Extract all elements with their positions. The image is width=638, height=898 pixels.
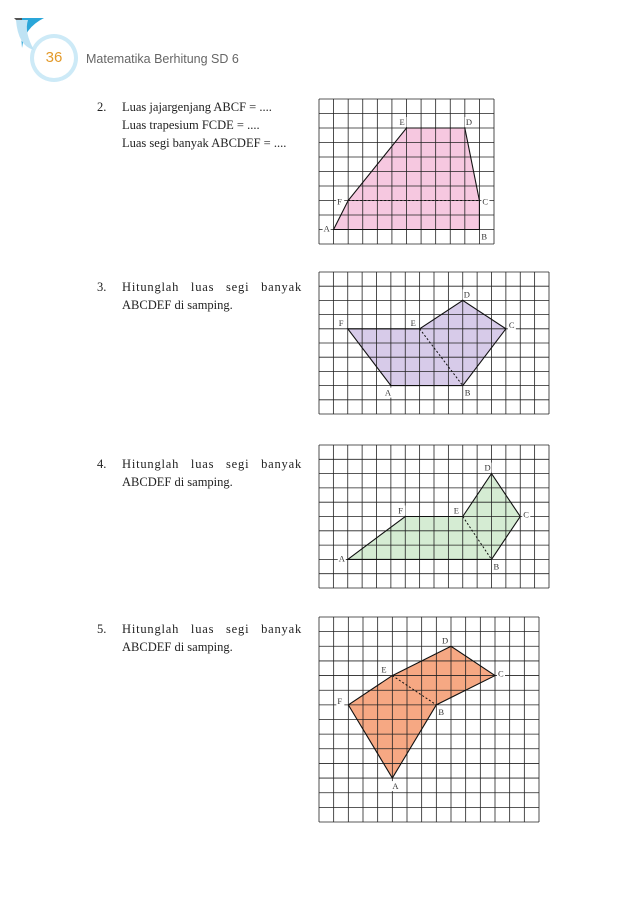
vertex-label-b: B (464, 387, 471, 398)
figure-2 (319, 99, 494, 244)
vertex-label-d: D (442, 635, 449, 646)
vertex-label-a: A (338, 553, 345, 564)
problem-line: ABCDEF di samping. (122, 640, 233, 654)
vertex-label-d: D (463, 289, 470, 300)
problem-number: 5. (97, 622, 107, 636)
problem-line: Luas jajargenjang ABCF = .... (122, 100, 272, 114)
vertex-label-c: C (508, 319, 515, 330)
vertex-label-e: E (453, 505, 459, 516)
figure-4 (319, 445, 549, 588)
vertex-label-b: B (438, 706, 445, 717)
vertex-label-e: E (381, 664, 387, 675)
vertex-label-d: D (465, 117, 472, 127)
vertex-label-c: C (482, 196, 489, 207)
problem-text (122, 455, 302, 473)
vertex-label-b: B (481, 231, 488, 242)
problem-line: Luas segi banyak ABCDEF = .... (122, 136, 287, 150)
vertex-label-c: C (498, 668, 504, 679)
page-number: 36 (45, 49, 63, 66)
problem-number: 2. (97, 100, 107, 114)
vertex-label-f: F (337, 196, 342, 207)
problem-text (122, 296, 302, 314)
vertex-label-a: A (384, 387, 392, 398)
vertex-label-c: C (523, 509, 529, 520)
problem-line: Hitunglah luas segi banyak (122, 457, 302, 471)
problem-text (122, 638, 302, 656)
vertex-label-e: E (410, 317, 416, 328)
book-title: Matematika Berhitung SD 6 (86, 52, 239, 66)
problem-line: Hitunglah luas segi banyak (122, 622, 302, 636)
problem-number: 3. (97, 280, 107, 294)
problem-text (122, 278, 302, 296)
problem-text (122, 98, 302, 152)
problem-line: Hitunglah luas segi banyak (122, 280, 302, 294)
vertex-label-e: E (399, 117, 405, 127)
problem-line: ABCDEF di samping. (122, 298, 233, 312)
problem-text (122, 620, 302, 638)
figure-3 (319, 272, 549, 414)
vertex-label-f: F (398, 505, 403, 516)
vertex-label-b: B (493, 561, 500, 572)
vertex-label-a: A (323, 223, 330, 234)
problem-line: Luas trapesium FCDE = .... (122, 118, 260, 132)
problem-number: 4. (97, 457, 107, 471)
vertex-label-a: A (392, 781, 399, 792)
vertex-label-d: D (484, 462, 491, 473)
figure-5 (319, 617, 539, 822)
vertex-label-f: F (338, 317, 344, 328)
vertex-label-f: F (337, 695, 343, 706)
problem-text (122, 473, 302, 491)
problem-line: ABCDEF di samping. (122, 475, 233, 489)
